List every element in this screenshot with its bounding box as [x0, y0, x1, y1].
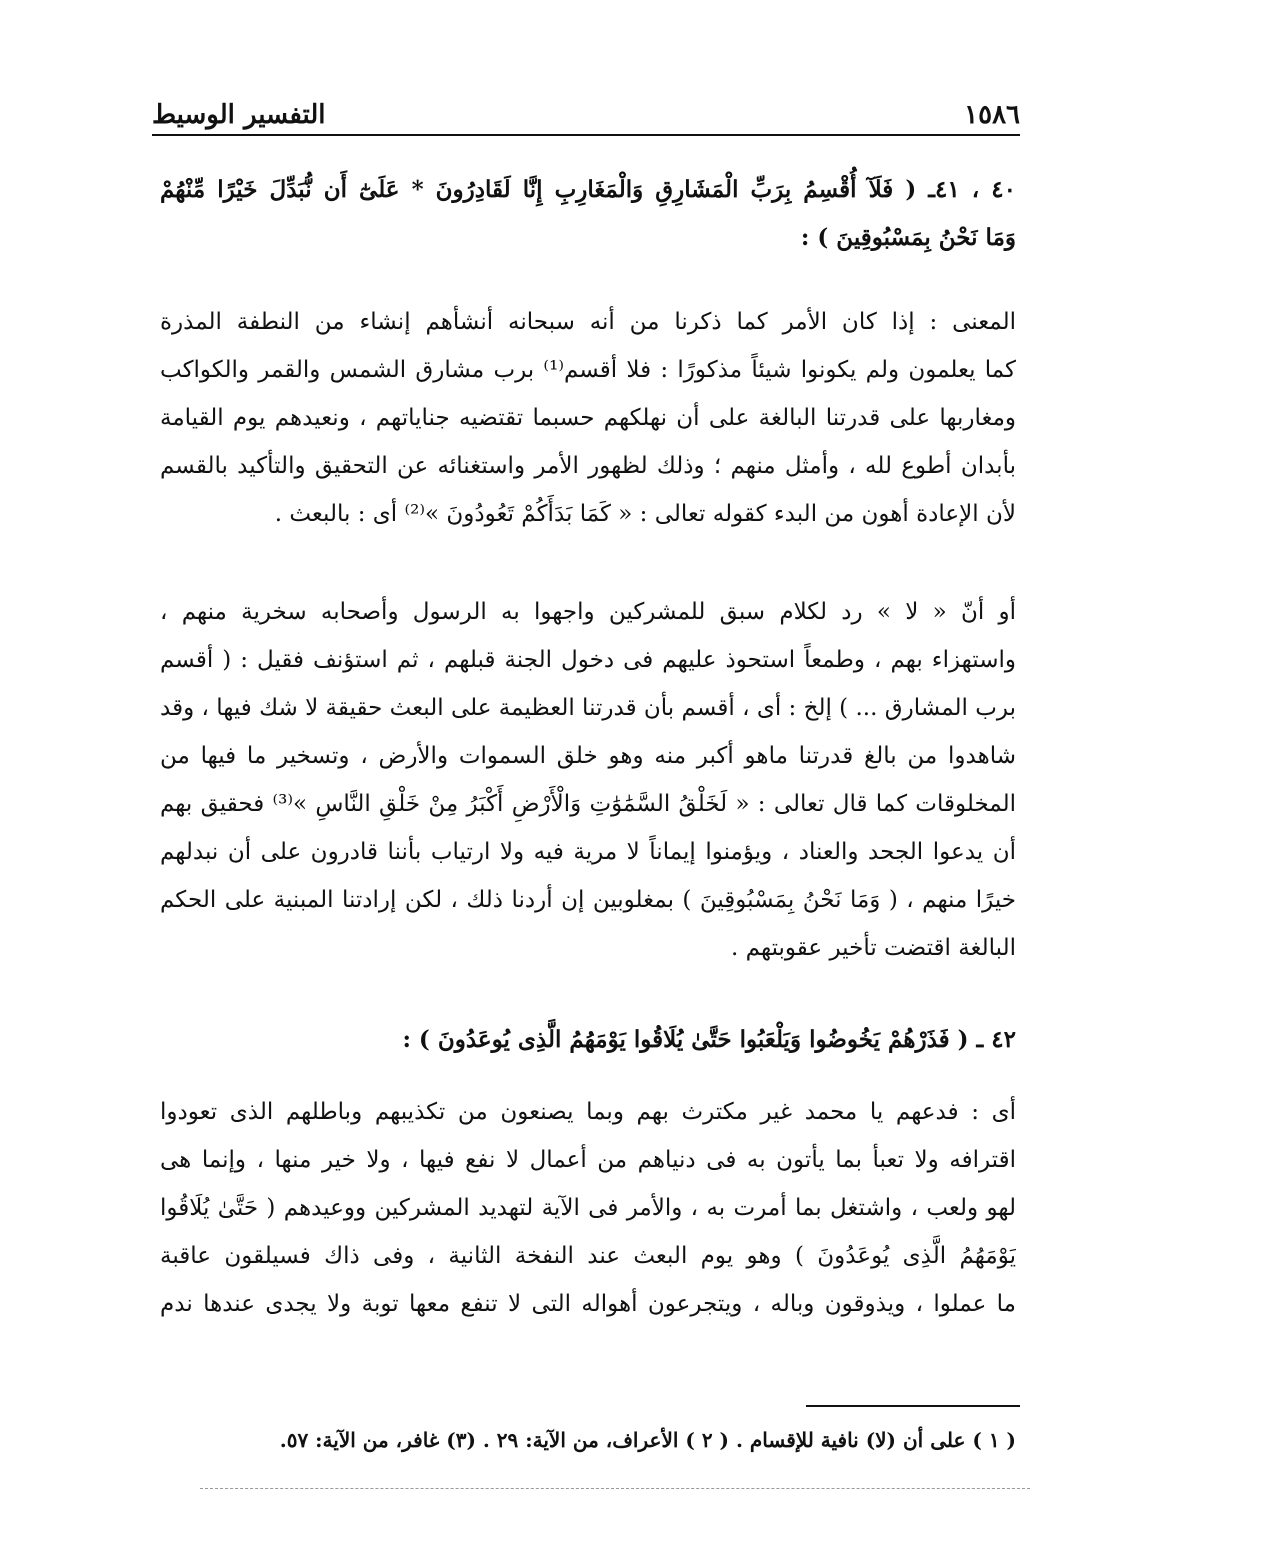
footnote-divider [806, 1405, 1020, 1407]
text-line: أن يدعوا الجحد والعناد ، ويؤمنوا إيماناً لا مرية فيه ولا ارتياب بأننا قادرون على أن نبدلهم [160, 839, 1016, 865]
text-line: برب المشارق ... ) إلخ : أى ، أقسم بأن قدرتنا العظيمة على البعث حقيقة لا شك فيها ، وقد [160, 695, 1016, 721]
paragraph-alternative [160, 588, 1016, 972]
text-line: اقترافه ولا تعبأ بما يأتون به فى دنياهم من أعمال لا نفع فيها ، ولا خير منها ، وإنما هى [160, 1147, 1016, 1173]
text-line: بأبدان أطوع لله ، وأمثل منهم ؛ وذلك لظهور الأمر واستغنائه عن التحقيق والتأكيد بالقسم [160, 453, 1016, 479]
verse-line: ٤٢ ـ ( فَذَرْهُمْ يَخُوضُوا وَيَلْعَبُوا حَتَّىٰ يُلَاقُوا يَوْمَهُمُ الَّذِى يُوعَدُونَ ) : [402, 1026, 1016, 1053]
text-line: لأن الإعادة أهون من البدء كقوله تعالى : « كَمَا بَدَأَكُمْ تَعُودُونَ »⁽²⁾ أى : بالبعث . [274, 501, 1016, 527]
text-line: شاهدوا من بالغ قدرتنا ماهو أكبر منه وهو خلق السموات والأرض ، وتسخير ما فيها من [160, 743, 1016, 769]
text-line: البالغة اقتضت تأخير عقوبتهم . [731, 935, 1016, 961]
verse-line: وَمَا نَحْنُ بِمَسْبُوقِينَ ) : [800, 224, 1016, 251]
page-header [152, 88, 1020, 130]
page-number: ١٥٨٦ [964, 100, 1020, 130]
verse-40-41 [160, 166, 1016, 262]
text-line: خيرًا منهم ، ( وَمَا نَحْنُ بِمَسْبُوقِينَ ) بمغلوبين إن أردنا ذلك ، لكن إرادتنا المبنية على الحكم [160, 887, 1016, 913]
header-divider [152, 134, 1020, 136]
footnotes: ( ١ ) على أن (لا) نافية للإقسام . ( ٢ ) الأعراف، من الآية: ٢٩ . (٣) غافر، من الآية: ٥٧. [279, 1428, 1016, 1452]
paragraph-explanation [160, 1088, 1016, 1328]
paragraph-meaning [160, 298, 1016, 538]
text-line: ما عملوا ، ويذوقون وباله ، ويتجرعون أهواله التى لا تنفع معها توبة ولا يجدى عندها ندم [160, 1291, 1016, 1317]
text-line: يَوْمَهُمُ الَّذِى يُوعَدُونَ ) وهو يوم البعث عند النفخة الثانية ، وفى ذاك فسيلقون عاقبة [160, 1243, 1016, 1269]
verse-line: ٤٠ ، ٤١ـ ( فَلَآ أُقْسِمُ بِرَبِّ الْمَشَارِقِ وَالْمَغَارِبِ إِنَّا لَقَادِرُونَ * عَلَىٰٓ أَن نُّبَدِّلَ خَيْرًا مِّنْهُمْ [160, 176, 1016, 203]
text-line: لهو ولعب ، واشتغل بما أمرت به ، والأمر فى الآية لتهديد المشركين ووعيدهم ( حَتَّىٰ يُلَاقُوا [160, 1195, 1016, 1221]
text-line: واستهزاء بهم ، وطمعاً استحوذ عليهم فى دخول الجنة قبلهم ، ثم استؤنف فقيل : ( أقسم [160, 647, 1016, 673]
text-line: المعنى : إذا كان الأمر كما ذكرنا من أنه سبحانه أنشأهم إنشاء من النطفة المذرة [160, 309, 1016, 335]
book-title: التفسير الوسيط [152, 100, 326, 130]
text-line: المخلوقات كما قال تعالى : « لَخَلْقُ السَّمَٰوَٰتِ وَالْأَرْضِ أَكْبَرُ مِنْ خَلْقِ النَّاسِ »⁽³⁾ فحقيق بهم [160, 791, 1016, 817]
text-line: ومغاربها على قدرتنا البالغة على أن نهلكهم حسبما تقتضيه جناياتهم ، ونعيدهم يوم القيامة [160, 405, 1016, 431]
text-line: أو أنّ « لا » رد لكلام سبق للمشركين واجهوا به الرسول وأصحابه سخرية منهم ، [160, 599, 1016, 625]
text-line: كما يعلمون ولم يكونوا شيئاً مذكورًا : فلا أقسم⁽¹⁾ برب مشارق الشمس والقمر والكواكب [160, 357, 1016, 383]
scan-edge-line [200, 1488, 1030, 1489]
text-line: أى : فدعهم يا محمد غير مكترث بهم وبما يصنعون من تكذيبهم وباطلهم الذى تعودوا [160, 1099, 1016, 1125]
verse-42 [160, 1016, 1016, 1064]
